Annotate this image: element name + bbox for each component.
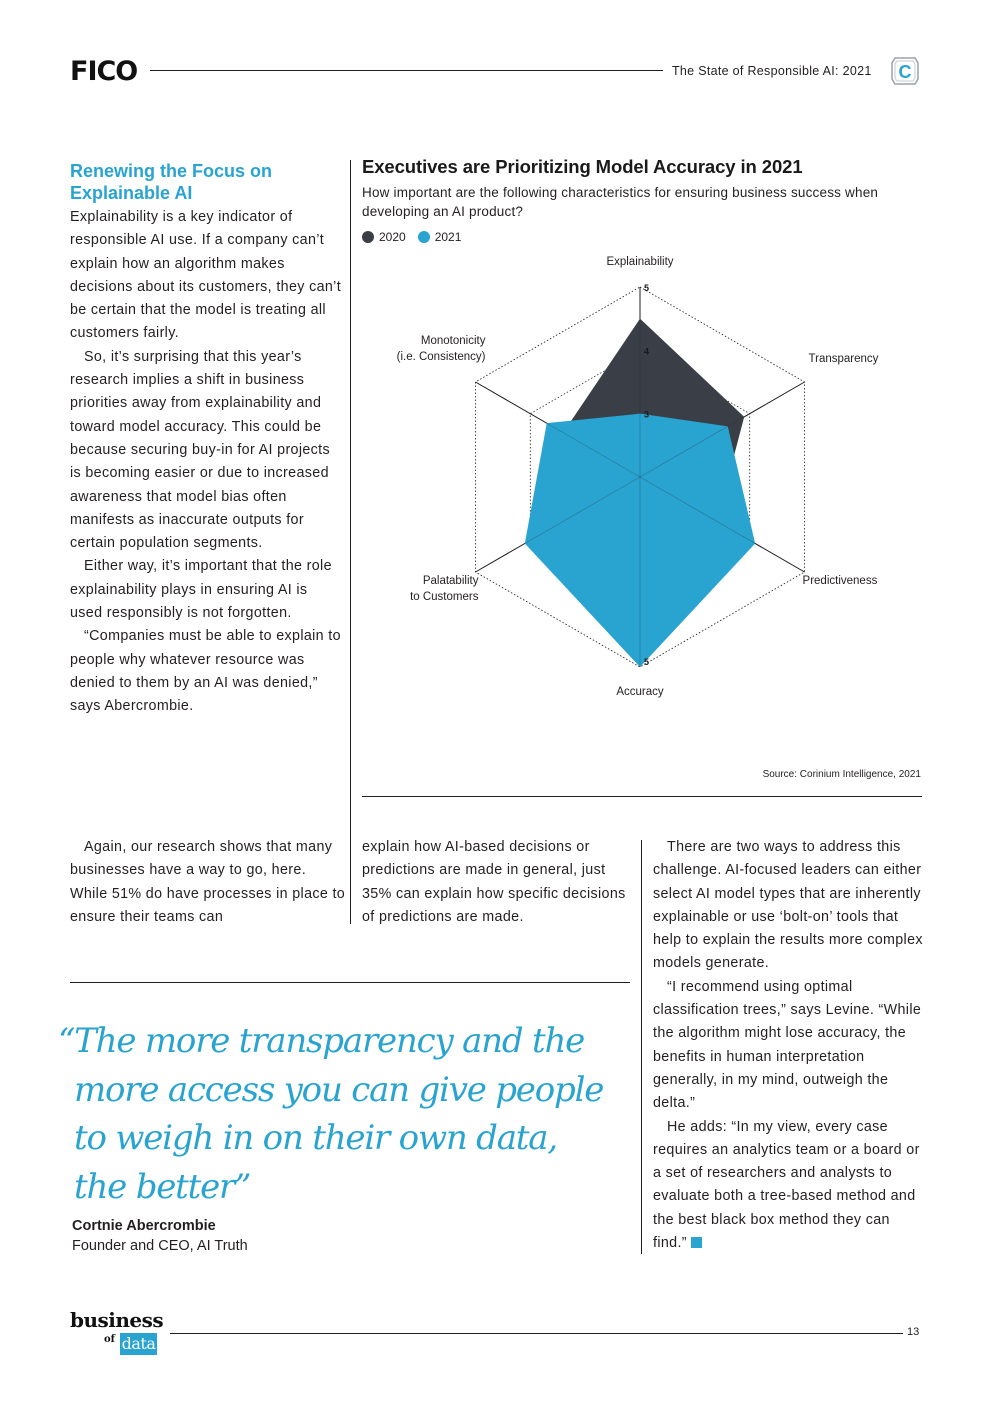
body-column-2: [362, 836, 632, 929]
legend-label-2021: 2021: [434, 230, 462, 244]
axis-label: Accuracy: [616, 686, 664, 698]
axis-tick-label: 5: [644, 657, 650, 667]
axis-label: to Customers: [410, 591, 479, 603]
paragraph: “Companies must be able to explain to people why whatever resource was denied to them by an AI was denied,” says Abercrombie.: [70, 628, 341, 715]
chart-title: Executives are Prioritizing Model Accuracy in 2021: [362, 156, 803, 177]
business-of-data-logo-word: business: [70, 1308, 164, 1332]
end-mark-icon: [691, 1237, 702, 1248]
axis-label: (i.e. Consistency): [396, 351, 486, 363]
legend-swatch-2020: [362, 231, 374, 243]
legend-item-2020: [362, 230, 406, 244]
quote-author-role: Founder and CEO, AI Truth: [72, 1238, 248, 1254]
column-divider: [350, 160, 351, 924]
legend-swatch-2021: [418, 231, 430, 243]
axis-label: Transparency: [808, 353, 879, 365]
axis-tick-label: 5: [644, 283, 650, 293]
chart-legend: [362, 230, 473, 244]
report-title: The State of Responsible AI: 2021: [672, 64, 872, 78]
paragraph: There are two ways to address this challenge. AI-focused leaders can either select AI model types that are inherently explainable or use ‘bolt-on’ tools that help to explain the results more complex models generate.: [653, 839, 923, 972]
axis-tick-label: 4: [644, 346, 650, 357]
footer-rule: [170, 1333, 903, 1334]
chart-bottom-rule: [362, 796, 922, 797]
quote-author-name: Cortnie Abercrombie: [72, 1218, 216, 1234]
quote-rule: [70, 982, 630, 983]
legend-item-2021: [418, 230, 462, 244]
paragraph: Explainability is a key indicator of responsible AI use. If a company can’t explain how an algorithm makes decisions about its customers, they can’t be certain that the model is treating all customers fairly.: [70, 209, 342, 342]
fico-logo: FICO: [70, 56, 138, 87]
corinium-badge-icon: [889, 55, 921, 87]
paragraph-text: He adds: “In my view, every case requires an analytics team or a board or a set of researchers and analysts to evaluate both a tree-based method and the best black box method they can find.”: [653, 1118, 920, 1252]
body-column-3: [653, 836, 928, 1255]
quote-line: more access you can give people: [74, 1069, 604, 1110]
radar-chart: [362, 255, 922, 755]
business-of-data-logo-data: data: [121, 1334, 156, 1353]
legend-label-2020: 2020: [379, 230, 406, 244]
body-column-1-continued: [70, 836, 346, 929]
paragraph: “I recommend using optimal classification trees,” says Levine. “While the algorithm might lose accuracy, the benefits in human interpretation generally, in my mind, outweigh the delta.”: [653, 978, 922, 1112]
business-of-data-logo-of: of: [104, 1334, 115, 1345]
axis-label: Explainability: [606, 256, 674, 268]
chart-source: Source: Corinium Intelligence, 2021: [762, 769, 921, 780]
corinium-badge-letter: C: [898, 62, 912, 82]
paragraph: Again, our research shows that many businesses have a way to go, here. While 51% do have processes in place to ensure their teams can: [70, 839, 346, 925]
quote-line: “The more transparency and the: [58, 1021, 585, 1061]
paragraph: Either way, it’s important that the role explainability plays in ensuring AI is used responsibly is not forgotten.: [70, 558, 332, 622]
chart-subtitle: How important are the following characteristics for ensuring business success when developing an AI product?: [362, 185, 879, 219]
column-divider: [641, 840, 642, 1254]
paragraph: So, it’s surprising that this year’s research implies a shift in business priorities away from explainability and toward model accuracy. This could be because securing buy-in for AI projects is becoming easier or due to increased awareness that model bias often manifests as inaccurate outputs for certain population segments.: [70, 348, 331, 552]
body-column-1: [70, 206, 342, 719]
paragraph: explain how AI-based decisions or predictions are made in general, just 35% can explain how specific decisions of predictions are made.: [362, 839, 626, 925]
axis-label: Predictiveness: [802, 575, 878, 587]
axis-label: Palatability: [422, 575, 479, 587]
header-rule: [150, 70, 663, 71]
quote-line: to weigh in on their own data,: [74, 1118, 557, 1158]
axis-tick-label: 3: [644, 409, 650, 420]
axis-label: Monotonicity: [420, 335, 486, 347]
paragraph: [653, 1116, 928, 1256]
page-number: 13: [907, 1326, 920, 1338]
section-heading: Renewing the Focus on Explainable AI: [70, 161, 273, 203]
quote-line: the better”: [74, 1166, 251, 1207]
pull-quote: [58, 1017, 618, 1211]
